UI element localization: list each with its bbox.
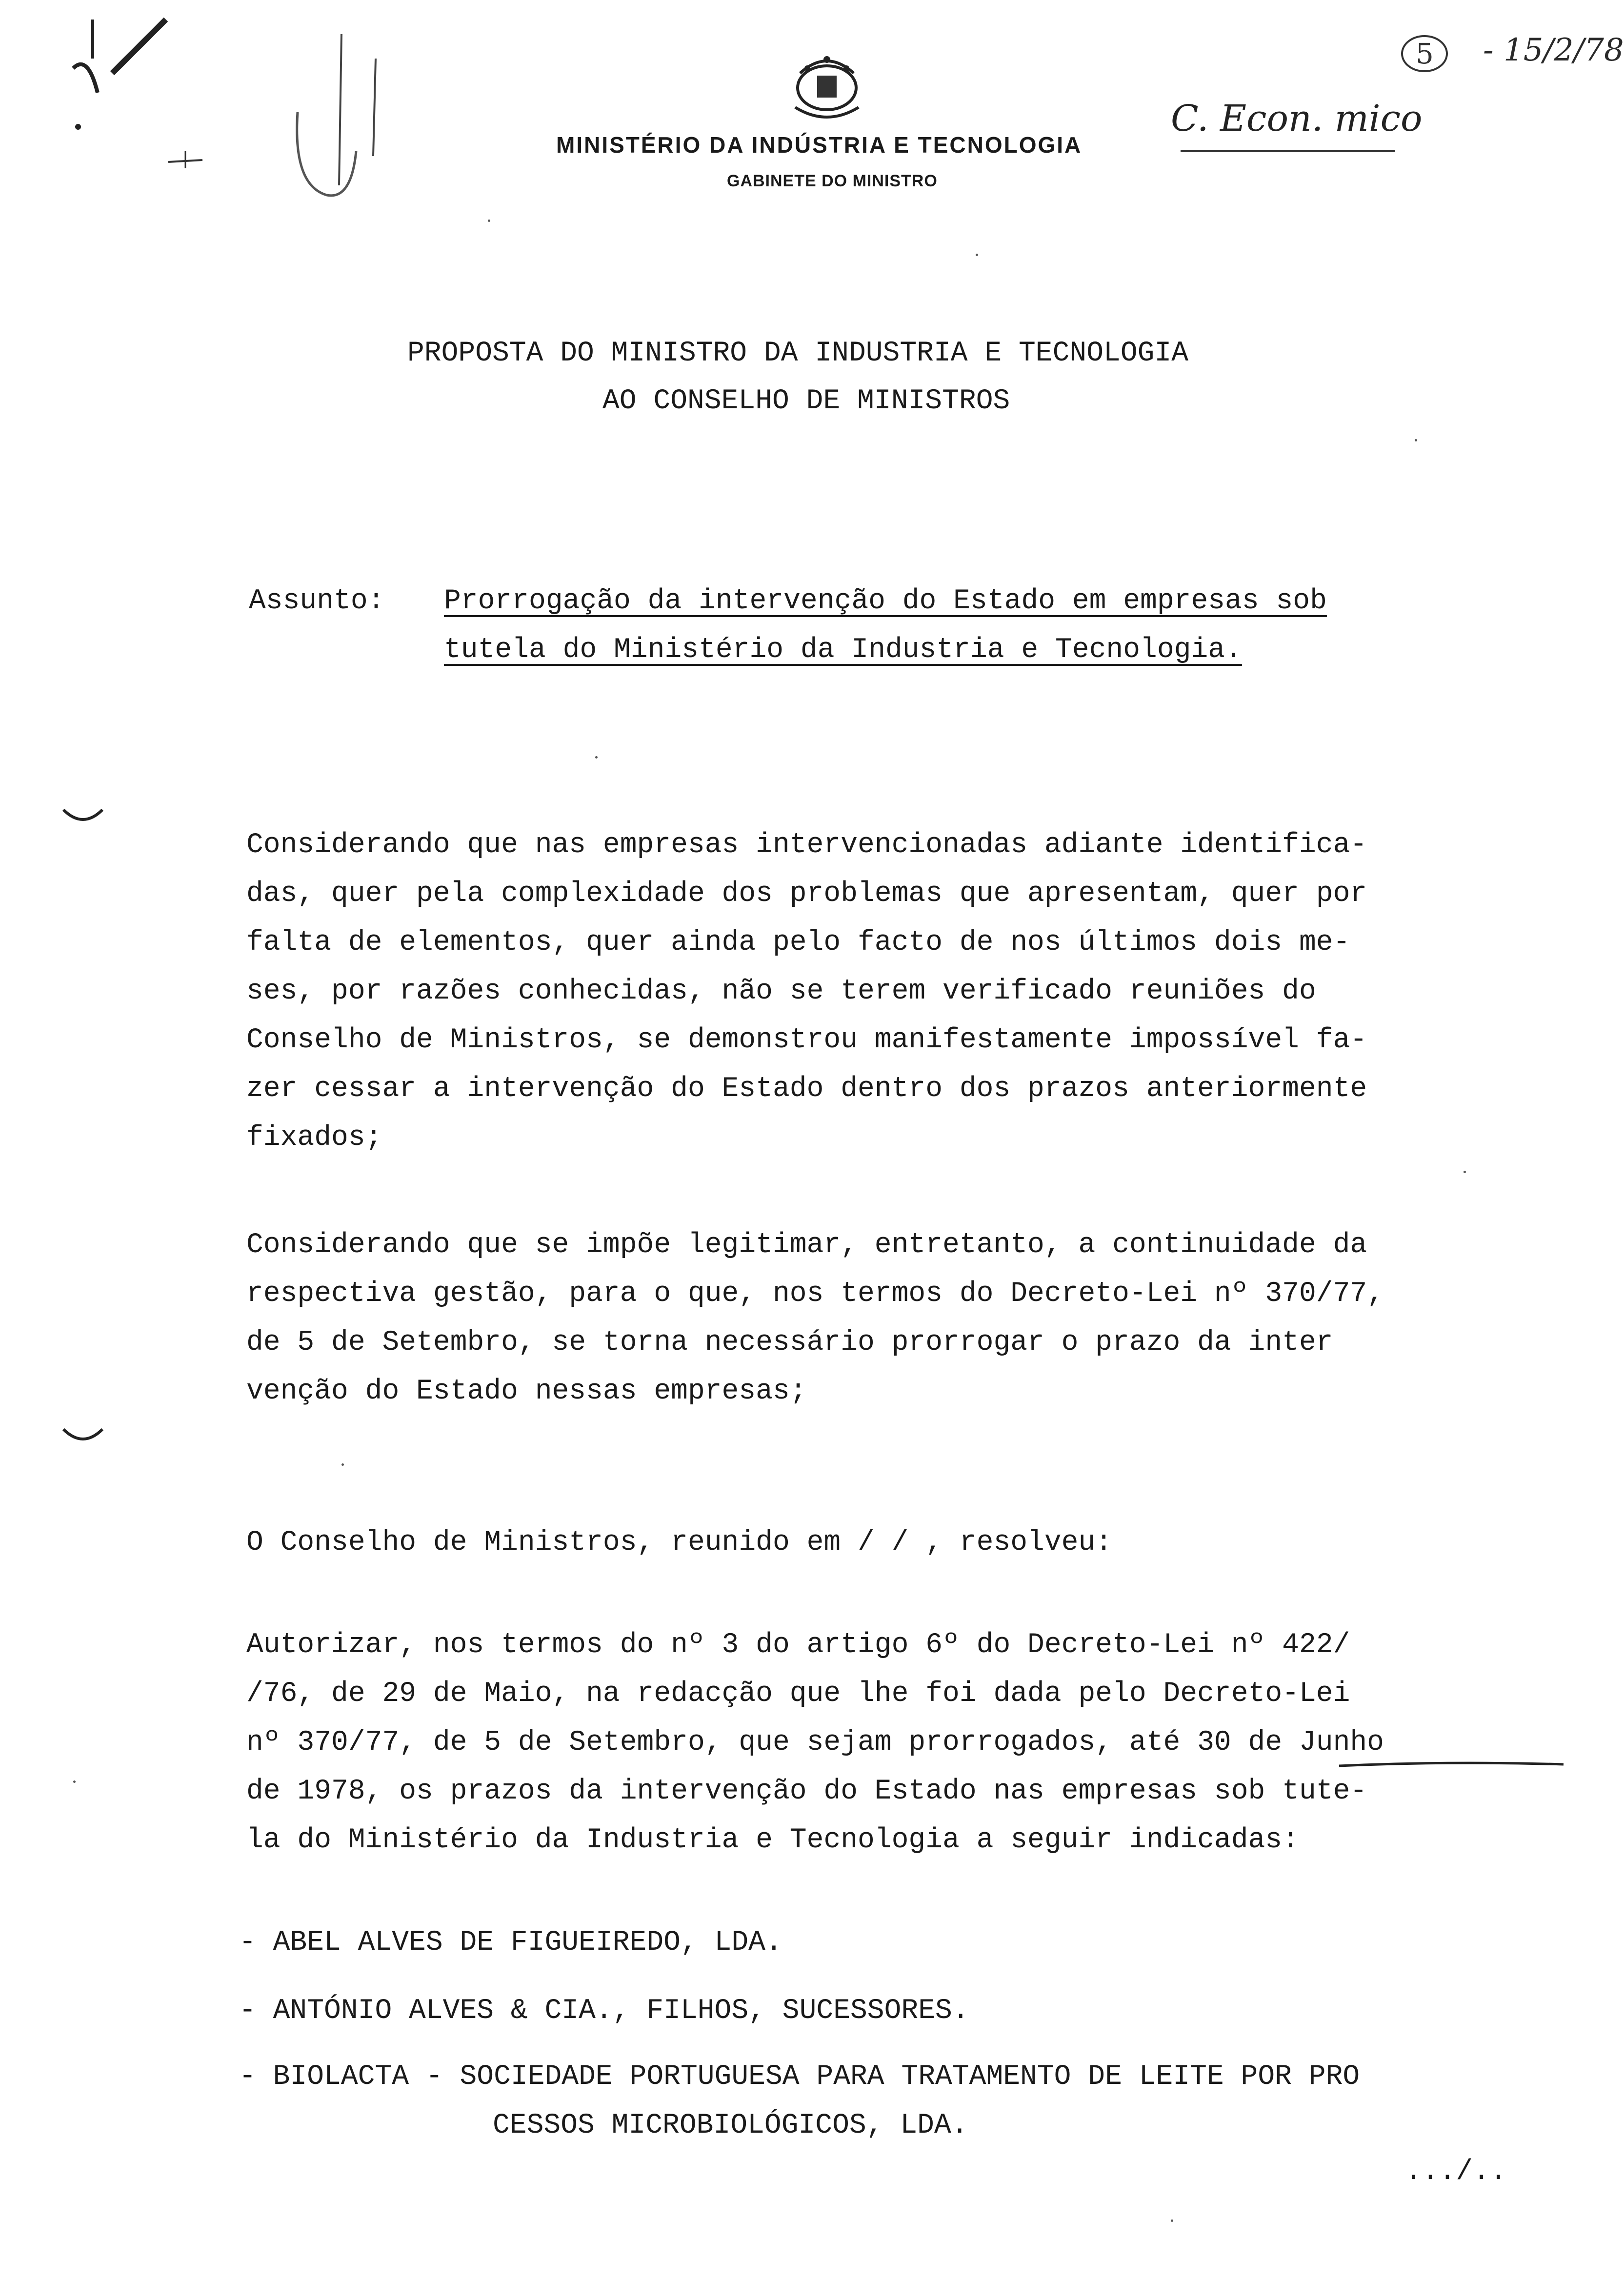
paragraph-1-line: Conselho de Ministros, se demonstrou manifestamente impossível fa- (246, 1024, 1367, 1056)
paragraph-3-line: la do Ministério da Industria e Tecnologia a seguir indicadas: (246, 1824, 1299, 1856)
svg-text:5: 5 (1416, 37, 1434, 70)
margin-bracket-mark (59, 1424, 107, 1454)
margin-bracket-mark (59, 805, 107, 834)
paragraph-3-line: de 1978, os prazos da intervenção do Estado nas empresas sob tute- (246, 1776, 1367, 1807)
company-list-item: - ANTÓNIO ALVES & CIA., FILHOS, SUCESSORES. (239, 1995, 969, 2027)
subject-line-2: tutela do Ministério da Industria e Tecnologia. (444, 634, 1242, 666)
scan-speck (1171, 2219, 1173, 2222)
paragraph-1-line: fixados; (246, 1122, 382, 1154)
council-resolution-line: O Conselho de Ministros, reunido em / / , resolveu: (246, 1527, 1113, 1559)
paragraph-2-line: respectiva gestão, para o que, nos termos do Decreto-Lei nº 370/77, (246, 1278, 1384, 1310)
handwritten-note: C. Econ. mico (1171, 98, 1423, 140)
proposal-title-line-2: AO CONSELHO DE MINISTROS (602, 385, 1010, 417)
paragraph-1-line: das, quer pela complexidade dos problemas que apresentam, quer por (246, 878, 1367, 910)
paragraph-1-line: Considerando que nas empresas intervencionadas adiante identifica- (246, 829, 1367, 861)
ministry-name: MINISTÉRIO DA INDÚSTRIA E TECNOLOGIA (556, 132, 1083, 158)
paragraph-2-line: Considerando que se impõe legitimar, entretanto, a continuidade da (246, 1229, 1367, 1261)
paragraph-1-line: ses, por razões conhecidas, não se terem verificado reuniões do (246, 976, 1316, 1007)
paragraph-2-line: venção do Estado nessas empresas; (246, 1376, 807, 1407)
margin-handwritten-mark (44, 15, 190, 137)
cabinet-name: GABINETE DO MINISTRO (727, 172, 938, 190)
scan-speck (73, 1780, 76, 1783)
handwritten-u-mark (283, 29, 390, 215)
scan-speck (488, 220, 490, 222)
subject-label: Assunto: (249, 585, 385, 617)
handwritten-date: - 15/2/78 (1483, 32, 1624, 68)
paragraph-3-line: nº 370/77, de 5 de Setembro, que sejam prorrogados, até 30 de Junho (246, 1727, 1384, 1759)
company-list-item: - ABEL ALVES DE FIGUEIREDO, LDA. (239, 1927, 782, 1959)
coat-of-arms-icon (785, 49, 868, 127)
company-list-item-continuation: CESSOS MICROBIOLÓGICOS, LDA. (493, 2110, 968, 2141)
scan-speck (595, 756, 598, 759)
cross-mark (166, 146, 205, 176)
company-list-item: - BIOLACTA - SOCIEDADE PORTUGUESA PARA TRATAMENTO DE LEITE POR PRO (239, 2061, 1360, 2093)
paragraph-1-line: falta de elementos, quer ainda pelo facto de nos últimos dois me- (246, 927, 1350, 959)
proposal-title-line-1: PROPOSTA DO MINISTRO DA INDUSTRIA E TECNOLOGIA (407, 338, 1189, 369)
paragraph-2-line: de 5 de Setembro, se torna necessário prorrogar o prazo da inter (246, 1327, 1333, 1359)
scan-speck (1415, 439, 1417, 441)
handwritten-underline (1181, 150, 1395, 152)
scan-speck (976, 254, 978, 256)
handwritten-underline (1337, 1759, 1566, 1773)
subject-line-1: Prorrogação da intervenção do Estado em empresas sob (444, 585, 1327, 617)
paragraph-1-line: zer cessar a intervenção do Estado dentro dos prazos anteriormente (246, 1073, 1367, 1105)
scan-speck (341, 1463, 344, 1466)
paragraph-3-line: Autorizar, nos termos do nº 3 do artigo 6º do Decreto-Lei nº 422/ (246, 1629, 1350, 1661)
scan-speck (1464, 1171, 1466, 1173)
page-continuation-marker: .../.. (1405, 2156, 1507, 2188)
paragraph-3-line: /76, de 29 de Maio, na redacção que lhe foi dada pelo Decreto-Lei (246, 1678, 1350, 1710)
